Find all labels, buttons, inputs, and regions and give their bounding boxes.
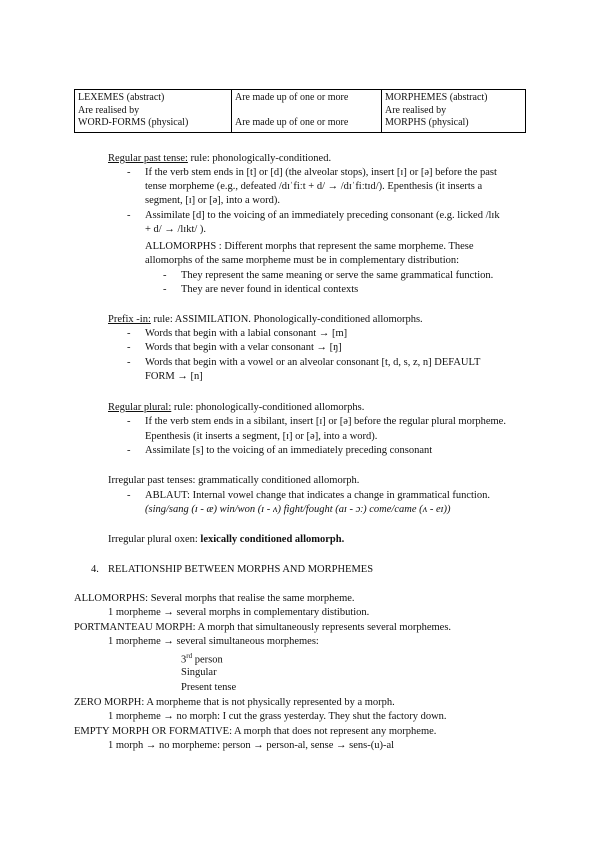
def-zero-morph-sub: 1 morpheme → no morph: I cut the grass yesterday. They shut the factory down. xyxy=(108,711,447,722)
def-zero-morph: ZERO MORPH: A morpheme that is not physically represented by a morph. xyxy=(74,697,395,708)
past-tense-heading-rest: rule: phonologically-conditioned. xyxy=(187,153,332,164)
table-row xyxy=(75,90,526,133)
bullet-dash: - xyxy=(163,284,167,295)
cell-line: LEXEMES (abstract) xyxy=(78,92,165,103)
person-number: 3 xyxy=(181,654,187,666)
table-cell-lexemes xyxy=(75,90,232,133)
bullet-dash: - xyxy=(127,445,131,456)
past-bullet-1-line-1: If the verb stem ends in [t] or [d] (the alveolar stops), insert [ɪ] or [ə] before the past xyxy=(145,167,497,178)
cell-line: WORD-FORMS (physical) xyxy=(78,117,189,128)
past-tense-heading-line xyxy=(108,153,331,164)
bullet-dash: - xyxy=(127,328,131,339)
allomorphs-line-1: ALLOMORPHS : Different morphs that represent the same morpheme. These xyxy=(145,241,474,252)
ablaut-line: ABLAUT: Internal vowel change that indicates a change in grammatical function. xyxy=(145,490,490,501)
past-tense-heading: Regular past tense: xyxy=(108,153,188,164)
lexeme-morpheme-table xyxy=(74,89,526,133)
third-person xyxy=(181,652,223,666)
cell-line: Are made up of one or more xyxy=(235,117,349,128)
irregular-past-line: Irregular past tenses: grammatically conditioned allomorph. xyxy=(108,475,360,486)
def-portmanteau: PORTMANTEAU MORPH: A morph that simultaneously represents several morphemes. xyxy=(74,622,452,633)
plural-heading: Regular plural: xyxy=(108,402,172,413)
past-bullet-1-line-3: segment, [ɪ] or [ə], into a word). xyxy=(145,195,280,206)
person-rest: person xyxy=(192,654,223,666)
def-allomorphs: ALLOMORPHS: Several morphs that realise the same morpheme. xyxy=(74,593,355,604)
plural-heading-rest: rule: phonologically-conditioned allomorphs. xyxy=(171,402,365,413)
bullet-dash: - xyxy=(127,416,131,427)
cell-line: Are realised by xyxy=(78,104,140,116)
bullet-dash: - xyxy=(127,342,131,353)
bullet-dash: - xyxy=(127,357,131,368)
table-cell-made-up xyxy=(232,90,382,133)
prefix-heading-line xyxy=(108,314,423,325)
irregular-plural-line xyxy=(108,534,344,545)
prefix-bullet-2: Words that begin with a velar consonant → [ŋ] xyxy=(145,342,342,353)
def-empty-morph-sub: 1 morph → no morpheme: person → person-al, sense → sens-(u)-al xyxy=(108,740,395,751)
allomorphs-line-2: allomorphs of the same morpheme must be in complementary distribution: xyxy=(145,255,460,266)
cell-line: MORPHS (physical) xyxy=(385,117,469,128)
prefix-bullet-1: Words that begin with a labial consonant → [m] xyxy=(145,328,348,339)
section-title: RELATIONSHIP BETWEEN MORPHS AND MORPHEMES xyxy=(108,564,374,575)
ablaut-examples: (sing/sang (ɪ - æ) win/won (ɪ - ʌ) fight/fought (aɪ - ɔː) come/came (ʌ - eɪ)) xyxy=(145,504,451,515)
past-bullet-1-line-2: tense morpheme (e.g., defeated /dɪˈfiːt + d/ → /dɪˈfiːtɪd/). Epenthesis (it inserts a xyxy=(145,181,483,192)
def-allomorphs-sub: 1 morpheme → several morphs in complementary distibution. xyxy=(108,607,370,618)
plural-bullet-1-line-1: If the verb stem ends in a sibilant, insert [ɪ] or [ə] before the regular plural morpheme. xyxy=(145,416,506,427)
def-portmanteau-sub: 1 morpheme → several simultaneous morphemes: xyxy=(108,636,319,647)
table-cell-morphemes xyxy=(382,90,526,133)
prefix-bullet-3-line-2: FORM → [n] xyxy=(145,371,203,382)
section-number: 4. xyxy=(91,564,99,575)
plural-bullet-2: Assimilate [s] to the voicing of an immediately preceding consonant xyxy=(145,445,433,456)
bullet-dash: - xyxy=(127,490,131,501)
cell-line xyxy=(235,105,378,118)
plural-heading-line xyxy=(108,402,364,413)
cell-line: MORPHEMES (abstract) xyxy=(385,92,488,103)
bullet-dash: - xyxy=(127,167,131,178)
person-superscript: rd xyxy=(186,652,193,660)
present-tense: Present tense xyxy=(181,682,237,693)
allomorphs-sub-2: They are never found in identical contexts xyxy=(181,284,359,295)
prefix-heading-rest: rule: ASSIMILATION. Phonologically-conditioned allomorphs. xyxy=(150,314,423,325)
irregular-plural-bold: lexically conditioned allomorph. xyxy=(200,534,345,545)
plural-bullet-1-line-2: Epenthesis (it inserts a segment, [ɪ] or [ə], into a word). xyxy=(145,431,378,442)
cell-line: Are realised by xyxy=(385,104,447,116)
past-bullet-2-line-2: + d/ → /lɪkt/ ). xyxy=(145,224,207,235)
past-bullet-2-line-1: Assimilate [d] to the voicing of an immediately preceding consonant (e.g. licked /lɪk xyxy=(145,210,500,221)
def-empty-morph: EMPTY MORPH OR FORMATIVE: A morph that does not represent any morpheme. xyxy=(74,726,437,737)
allomorphs-sub-1: They represent the same meaning or serve the same grammatical function. xyxy=(181,270,494,281)
irregular-plural-text: Irregular plural oxen: xyxy=(108,534,201,545)
bullet-dash: - xyxy=(163,270,167,281)
prefix-heading: Prefix -in: xyxy=(108,314,151,325)
prefix-bullet-3-line-1: Words that begin with a vowel or an alveolar consonant [t, d, s, z, n] DEFAULT xyxy=(145,357,481,368)
cell-line: Are made up of one or more xyxy=(235,92,349,103)
bullet-dash: - xyxy=(127,210,131,221)
singular: Singular xyxy=(181,667,217,678)
